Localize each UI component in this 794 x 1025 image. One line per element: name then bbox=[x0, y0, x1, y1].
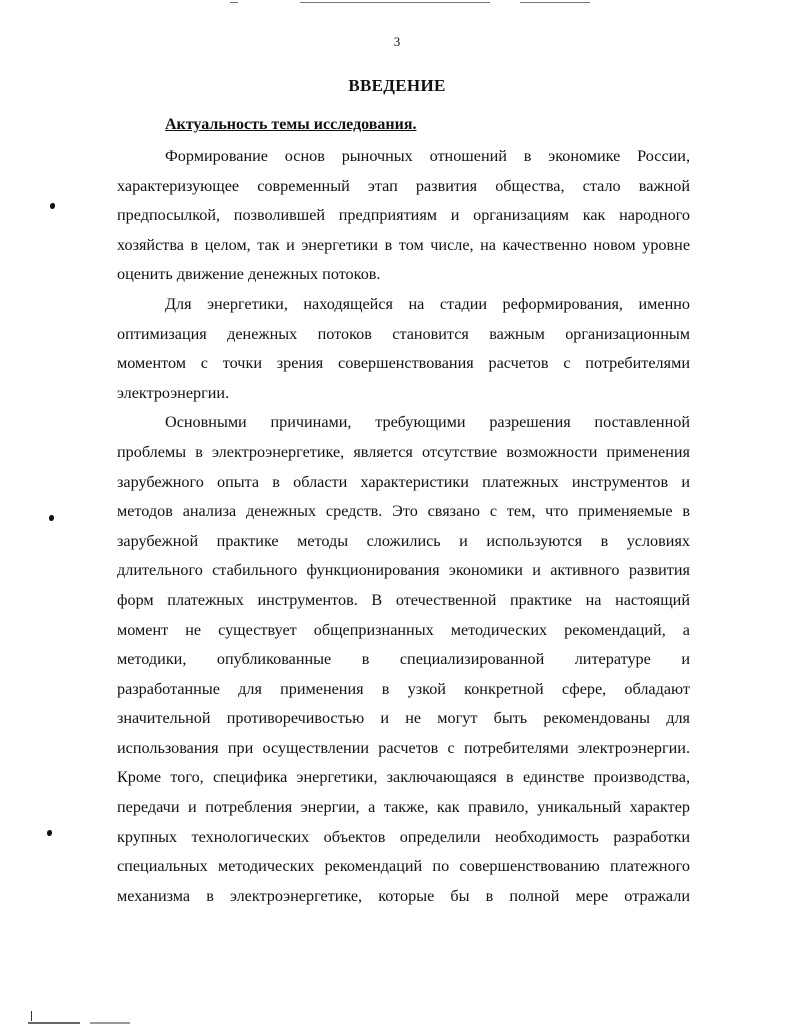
text-line: характеризующее современный этап развития общества, стало важной bbox=[117, 176, 690, 195]
text-line: механизма в электроэнергетике, которые бы в полной мере отражали bbox=[117, 886, 690, 905]
text-line: зарубежной практике методы сложились и используются в условиях bbox=[117, 531, 690, 550]
text-line: Кроме того, специфика энергетики, заключающаяся в единстве производства, bbox=[117, 768, 690, 787]
scan-artifact bbox=[90, 1022, 130, 1024]
scan-top-edge bbox=[0, 0, 794, 10]
text-line: момент не существует общепризнанных методических рекомендаций, а bbox=[117, 620, 690, 639]
margin-mark bbox=[50, 203, 55, 209]
scan-bottom-edge bbox=[0, 1009, 794, 1025]
text-line: Формирование основ рыночных отношений в экономике России, bbox=[165, 147, 690, 165]
page-number: 3 bbox=[393, 34, 401, 49]
text-line: зарубежного опыта в области характеристики платежных инструментов и bbox=[117, 472, 690, 491]
text-line: оптимизация денежных потоков становится важным организационным bbox=[117, 324, 690, 343]
scan-artifact bbox=[300, 2, 490, 3]
text-line: длительного стабильного функционирования экономики и активного развития bbox=[117, 561, 690, 580]
page-heading: ВВЕДЕНИЕ bbox=[348, 76, 446, 95]
text-line: специальных методических рекомендаций по совершенствованию платежного bbox=[117, 857, 690, 876]
text-line: предпосылкой, позволившей предприятиям и организациям как народного bbox=[117, 206, 690, 225]
text-line: электроэнергии. bbox=[117, 383, 230, 402]
text-line: Основными причинами, требующими разрешения поставленной bbox=[165, 413, 690, 432]
text-line: крупных технологических объектов определили необходимость разработки bbox=[117, 827, 690, 846]
scan-artifact bbox=[520, 2, 590, 3]
text-line: моментом с точки зрения совершенствования расчетов с потребителями bbox=[117, 354, 690, 373]
text-line: передачи и потребления энергии, а также, как правило, уникальный характер bbox=[117, 798, 690, 817]
body-text bbox=[117, 142, 690, 911]
text-line: хозяйства в целом, так и энергетики в том числе, на качественно новом уровне bbox=[117, 235, 690, 254]
margin-mark bbox=[49, 515, 54, 521]
text-line: методики, опубликованные в специализированной литературе и bbox=[117, 650, 690, 669]
scan-artifact bbox=[28, 1022, 80, 1024]
text-line: оценить движение денежных потоков. bbox=[117, 265, 381, 284]
margin-mark bbox=[47, 830, 52, 836]
text-line: использования при осуществлении расчетов с потребителями электроэнергии. bbox=[117, 738, 690, 757]
text-line: разработанные для применения в узкой конкретной сфере, обладают bbox=[117, 679, 690, 698]
scan-artifact bbox=[31, 1011, 32, 1021]
text-line: проблемы в электроэнергетике, является отсутствие возможности применения bbox=[117, 442, 690, 461]
text-line: методов анализа денежных средств. Это связано с тем, что применяемые в bbox=[117, 502, 690, 521]
text-line: значительной противоречивостью и не могут быть рекомендованы для bbox=[117, 709, 690, 728]
scan-artifact bbox=[230, 2, 238, 3]
text-line: Для энергетики, находящейся на стадии реформирования, именно bbox=[165, 294, 690, 313]
text-line: форм платежных инструментов. В отечественной практике на настоящий bbox=[117, 590, 690, 609]
section-title: Актуальность темы исследования. bbox=[165, 116, 417, 133]
